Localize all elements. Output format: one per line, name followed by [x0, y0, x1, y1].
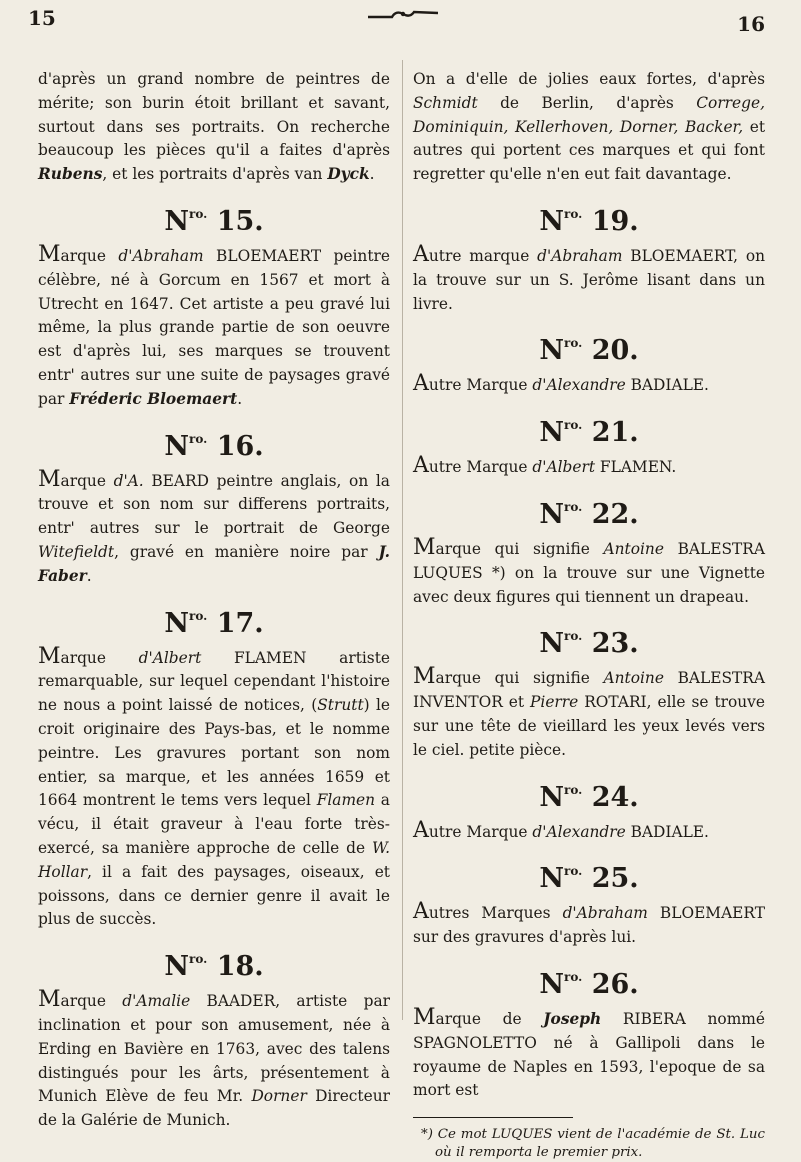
entry-heading-22: $N^{ro.}$ 22.: [539, 498, 639, 530]
entry-text-15: Marque d'Abraham BLOEMAERT peintre célèbre, né à Gorcum en 1567 et mort à Utrecht en 1647. Cet artiste a peu gravé lui même, la plus grande partie de son oeuvre est d'après lui, ses marques se trouvent entr' autres sur une suite de paysages gravé par Fréderic Bloemaert.: [38, 241, 390, 408]
entry-text-22: Marque qui signifie Antoine BALESTRA LUQUES *) on la trouve sur une Vignette avec deux figures qui tiennent un drapeau.: [413, 534, 765, 606]
entry-text-24: Autre Marque d'Alexandre BADIALE.: [413, 817, 709, 843]
entry-text-23: Marque qui signifie Antoine BALESTRA INVENTOR et Pierre ROTARI, elle se trouve sur une tête de vieillard les yeux levés vers le ciel. petite pièce.: [413, 664, 765, 759]
entry-text-26: Marque de Joseph RIBERA nommé SPAGNOLETTO né à Gallipoli dans le royaume de Naples en 1593, l'epoque de sa mort est: [413, 1004, 765, 1100]
entry-text-21: Autre Marque d'Albert FLAMEN.: [413, 453, 677, 479]
entry-heading-18: $N^{ro.}$ 18.: [164, 951, 264, 983]
entry-heading-19: $N^{ro.}$ 19.: [539, 205, 639, 237]
right-column: [413, 68, 765, 1162]
page-number-left: 15: [28, 6, 56, 30]
left-column: [38, 68, 390, 1133]
column-divider: [402, 60, 403, 1020]
entry-text-18: Marque d'Amalie BAADER, artiste par inclination et pour son amusement, née à Erding en Bavière en 1763, avec des talens distingués pour les ârts, présentement à Munich Elève de feu Mr. Dorner Directeur de la Galérie de Munich.: [38, 987, 390, 1130]
entry-heading-17: $N^{ro.}$ 17.: [164, 607, 264, 639]
entry-text-17: Marque d'Albert FLAMEN artiste remarquable, sur lequel cependant l'histoire ne nous a point laissé de notices, (Strutt) le croit originaire des Pays-bas, et le nomme peintre. Les gravures portant son nom entier, sa marque, et les années 1659 et 1664 montrent le tems vers lequel Flamen a vécu, il était graveur à l'eau forte très-exercé, sa manière approche de celle de W. Hollar, il a fait des paysages, oiseaux, et poissons, dans ce dernier genre il avait le plus de succès.: [38, 643, 390, 929]
entry-text-25: Autres Marques d'Abraham BLOEMAERT sur des gravures d'après lui.: [413, 899, 765, 947]
entry-heading-15: $N^{ro.}$ 15.: [164, 205, 264, 237]
entry-heading-26: $N^{ro.}$ 26.: [539, 968, 639, 1000]
entry-text-16: Marque d'A. BEARD peintre anglais, on la trouve et son nom sur differens portraits, entr' autres sur le portrait de George Witefieldt, gravé en manière noire par J. Faber.: [38, 466, 390, 585]
entry-heading-25: $N^{ro.}$ 25.: [539, 863, 639, 895]
page-number-right: 16: [737, 12, 765, 36]
entry-text-20: Autre Marque d'Alexandre BADIALE.: [413, 371, 709, 397]
entry-heading-20: $N^{ro.}$ 20.: [539, 335, 639, 367]
ornament-icon: [368, 8, 438, 22]
entry-heading-24: $N^{ro.}$ 24.: [539, 781, 639, 813]
page-header: [28, 6, 773, 46]
entry-heading-21: $N^{ro.}$ 21.: [539, 417, 639, 449]
paragraph-intro-right: On a d'elle de jolies eaux fortes, d'après Schmidt de Berlin, d'après Correge, Dominiquin, Kellerhoven, Dorner, Backer, et autres qui portent ces marques et qui font regretter qu'elle n'en eut fait davantage.: [413, 70, 765, 184]
footnote-rule: [413, 1117, 573, 1118]
entry-heading-16: $N^{ro.}$ 16.: [164, 430, 264, 462]
paragraph-intro: d'après un grand nombre de peintres de mérite; son burin étoit brillant et savant, surtout dans ses portraits. On recherche beaucoup les pièces qu'il a faites d'après Rubens, et les portraits d'après van Dyck.: [38, 70, 390, 184]
entry-text-19: Autre marque d'Abraham BLOEMAERT, on la trouve sur un S. Jerôme lisant dans un livre.: [413, 241, 765, 313]
entry-heading-23: $N^{ro.}$ 23.: [539, 628, 639, 660]
footnote: *) Ce mot LUQUES vient de l'académie de St. Luc où il remporta le premier prix.: [421, 1127, 765, 1161]
